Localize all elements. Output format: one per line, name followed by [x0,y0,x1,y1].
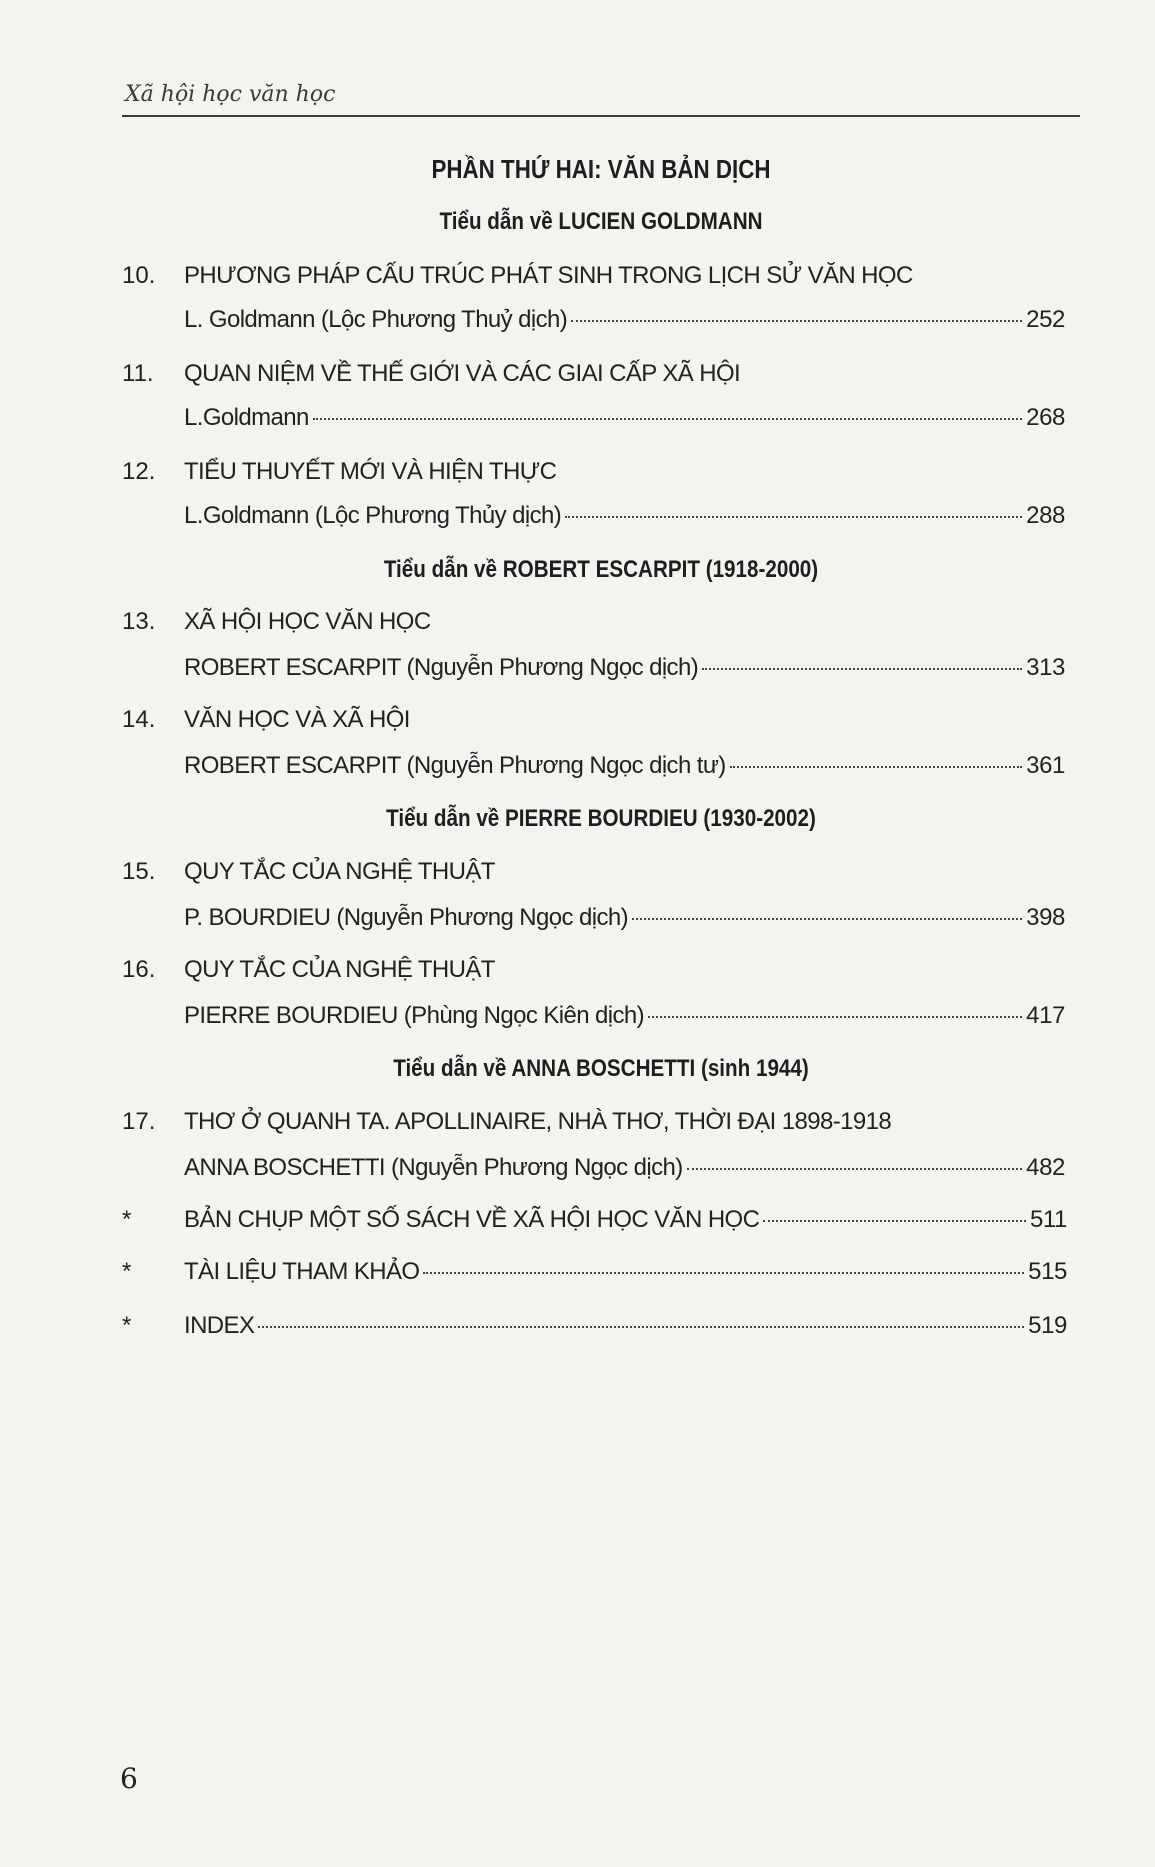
toc-entry-17-author[interactable] [184,1154,1065,1186]
entry-author: ROBERT ESCARPIT (Nguyễn Phương Ngọc dịch tư) [184,752,726,779]
entry-author: PIERRE BOURDIEU (Phùng Ngọc Kiên dịch) [184,1002,645,1029]
toc-entry-13-author[interactable] [184,654,1065,686]
entry-title: BẢN CHỤP MỘT SỐ SÁCH VỀ XÃ HỘI HỌC VĂN HỌC [184,1206,760,1233]
toc-entry-17[interactable] [122,1108,1067,1140]
toc-entry-15[interactable] [122,858,1067,890]
entry-title: PHƯƠNG PHÁP CẤU TRÚC PHÁT SINH TRONG LỊCH SỬ VĂN HỌC [184,262,913,289]
entry-page-number: 482 [1026,1154,1065,1181]
dot-leader [648,1016,1022,1018]
entry-author: ROBERT ESCARPIT (Nguyễn Phương Ngọc dịch) [184,654,699,681]
dot-leader [730,766,1022,768]
section-heading-escarpit: Tiểu dẫn về ROBERT ESCARPIT (1918-2000) [383,556,819,583]
toc-entry-12[interactable] [122,458,1067,490]
dot-leader [313,418,1022,420]
toc-entry-10[interactable] [122,262,1067,294]
entry-title: TÀI LIỆU THAM KHẢO [184,1258,420,1285]
entry-title: VĂN HỌC VÀ XÃ HỘI [184,706,410,733]
entry-page-number: 361 [1026,752,1065,779]
entry-number: 14. [122,706,156,733]
section-heading-bourdieu: Tiểu dẫn về PIERRE BOURDIEU (1930-2002) [386,805,816,832]
toc-entry-16-author[interactable] [184,1002,1065,1034]
toc-entry-11[interactable] [122,360,1067,392]
dot-leader [687,1168,1022,1170]
entry-title: INDEX [184,1312,255,1339]
entry-author: L.Goldmann (Lộc Phương Thủy dịch) [184,502,562,529]
entry-title: THƠ Ở QUANH TA. APOLLINAIRE, NHÀ THƠ, THỜI ĐẠI 1898-1918 [184,1108,892,1135]
entry-title: XÃ HỘI HỌC VĂN HỌC [184,608,431,635]
section-heading-boschetti: Tiểu dẫn về ANNA BOSCHETTI (sinh 1944) [393,1055,809,1082]
entry-page-number: 515 [1028,1258,1067,1285]
entry-author: ANNA BOSCHETTI (Nguyễn Phương Ngọc dịch) [184,1154,683,1181]
entry-number: 10. [122,262,156,289]
entry-number: 12. [122,458,156,485]
entry-page-number: 268 [1026,404,1065,431]
toc-entry-13[interactable] [122,608,1067,640]
dot-leader [258,1326,1024,1328]
entry-page-number: 313 [1026,654,1065,681]
entry-number: 11. [122,360,154,387]
dot-leader [571,320,1022,322]
part-title: PHẦN THỨ HAI: VĂN BẢN DỊCH [431,154,771,184]
entry-page-number: 519 [1028,1312,1067,1339]
entry-page-number: 511 [1029,1206,1067,1233]
toc-entry-14-author[interactable] [184,752,1065,784]
entry-title: TIỂU THUYẾT MỚI VÀ HIỆN THỰC [184,458,557,485]
toc-entry-16[interactable] [122,956,1067,988]
toc-extra-references[interactable] [122,1258,1067,1290]
toc-entry-12-author[interactable] [184,502,1065,534]
header-rule [122,115,1080,117]
entry-author: P. BOURDIEU (Nguyễn Phương Ngọc dịch) [184,904,629,931]
entry-number: 15. [122,858,156,885]
toc-entry-15-author[interactable] [184,904,1065,936]
page-number: 6 [120,1762,138,1795]
entry-number: 16. [122,956,156,983]
toc-extra-index[interactable] [122,1312,1067,1344]
dot-leader [763,1220,1026,1222]
entry-bullet: * [122,1312,132,1339]
entry-page-number: 252 [1026,306,1065,333]
entry-page-number: 398 [1026,904,1065,931]
toc-entry-10-author[interactable] [184,306,1065,338]
entry-number: 13. [122,608,156,635]
entry-bullet: * [122,1206,132,1233]
section-heading-goldmann: Tiểu dẫn về LUCIEN GOLDMANN [439,208,763,235]
dot-leader [565,516,1022,518]
dot-leader [423,1272,1024,1274]
entry-author: L. Goldmann (Lộc Phương Thuỷ dịch) [184,306,568,333]
dot-leader [632,918,1022,920]
entry-title: QUY TẮC CỦA NGHỆ THUẬT [184,956,495,983]
toc-entry-11-author[interactable] [184,404,1065,436]
running-header: Xã hội học văn học [125,82,336,107]
dot-leader [702,668,1022,670]
entry-page-number: 288 [1026,502,1065,529]
entry-title: QUY TẮC CỦA NGHỆ THUẬT [184,858,495,885]
toc-entry-14[interactable] [122,706,1067,738]
toc-extra-photos[interactable] [122,1206,1067,1238]
entry-page-number: 417 [1026,1002,1065,1029]
entry-author: L.Goldmann [184,404,309,431]
entry-title: QUAN NIỆM VỀ THẾ GIỚI VÀ CÁC GIAI CẤP XÃ HỘI [184,360,741,387]
entry-bullet: * [122,1258,132,1285]
entry-number: 17. [122,1108,156,1135]
